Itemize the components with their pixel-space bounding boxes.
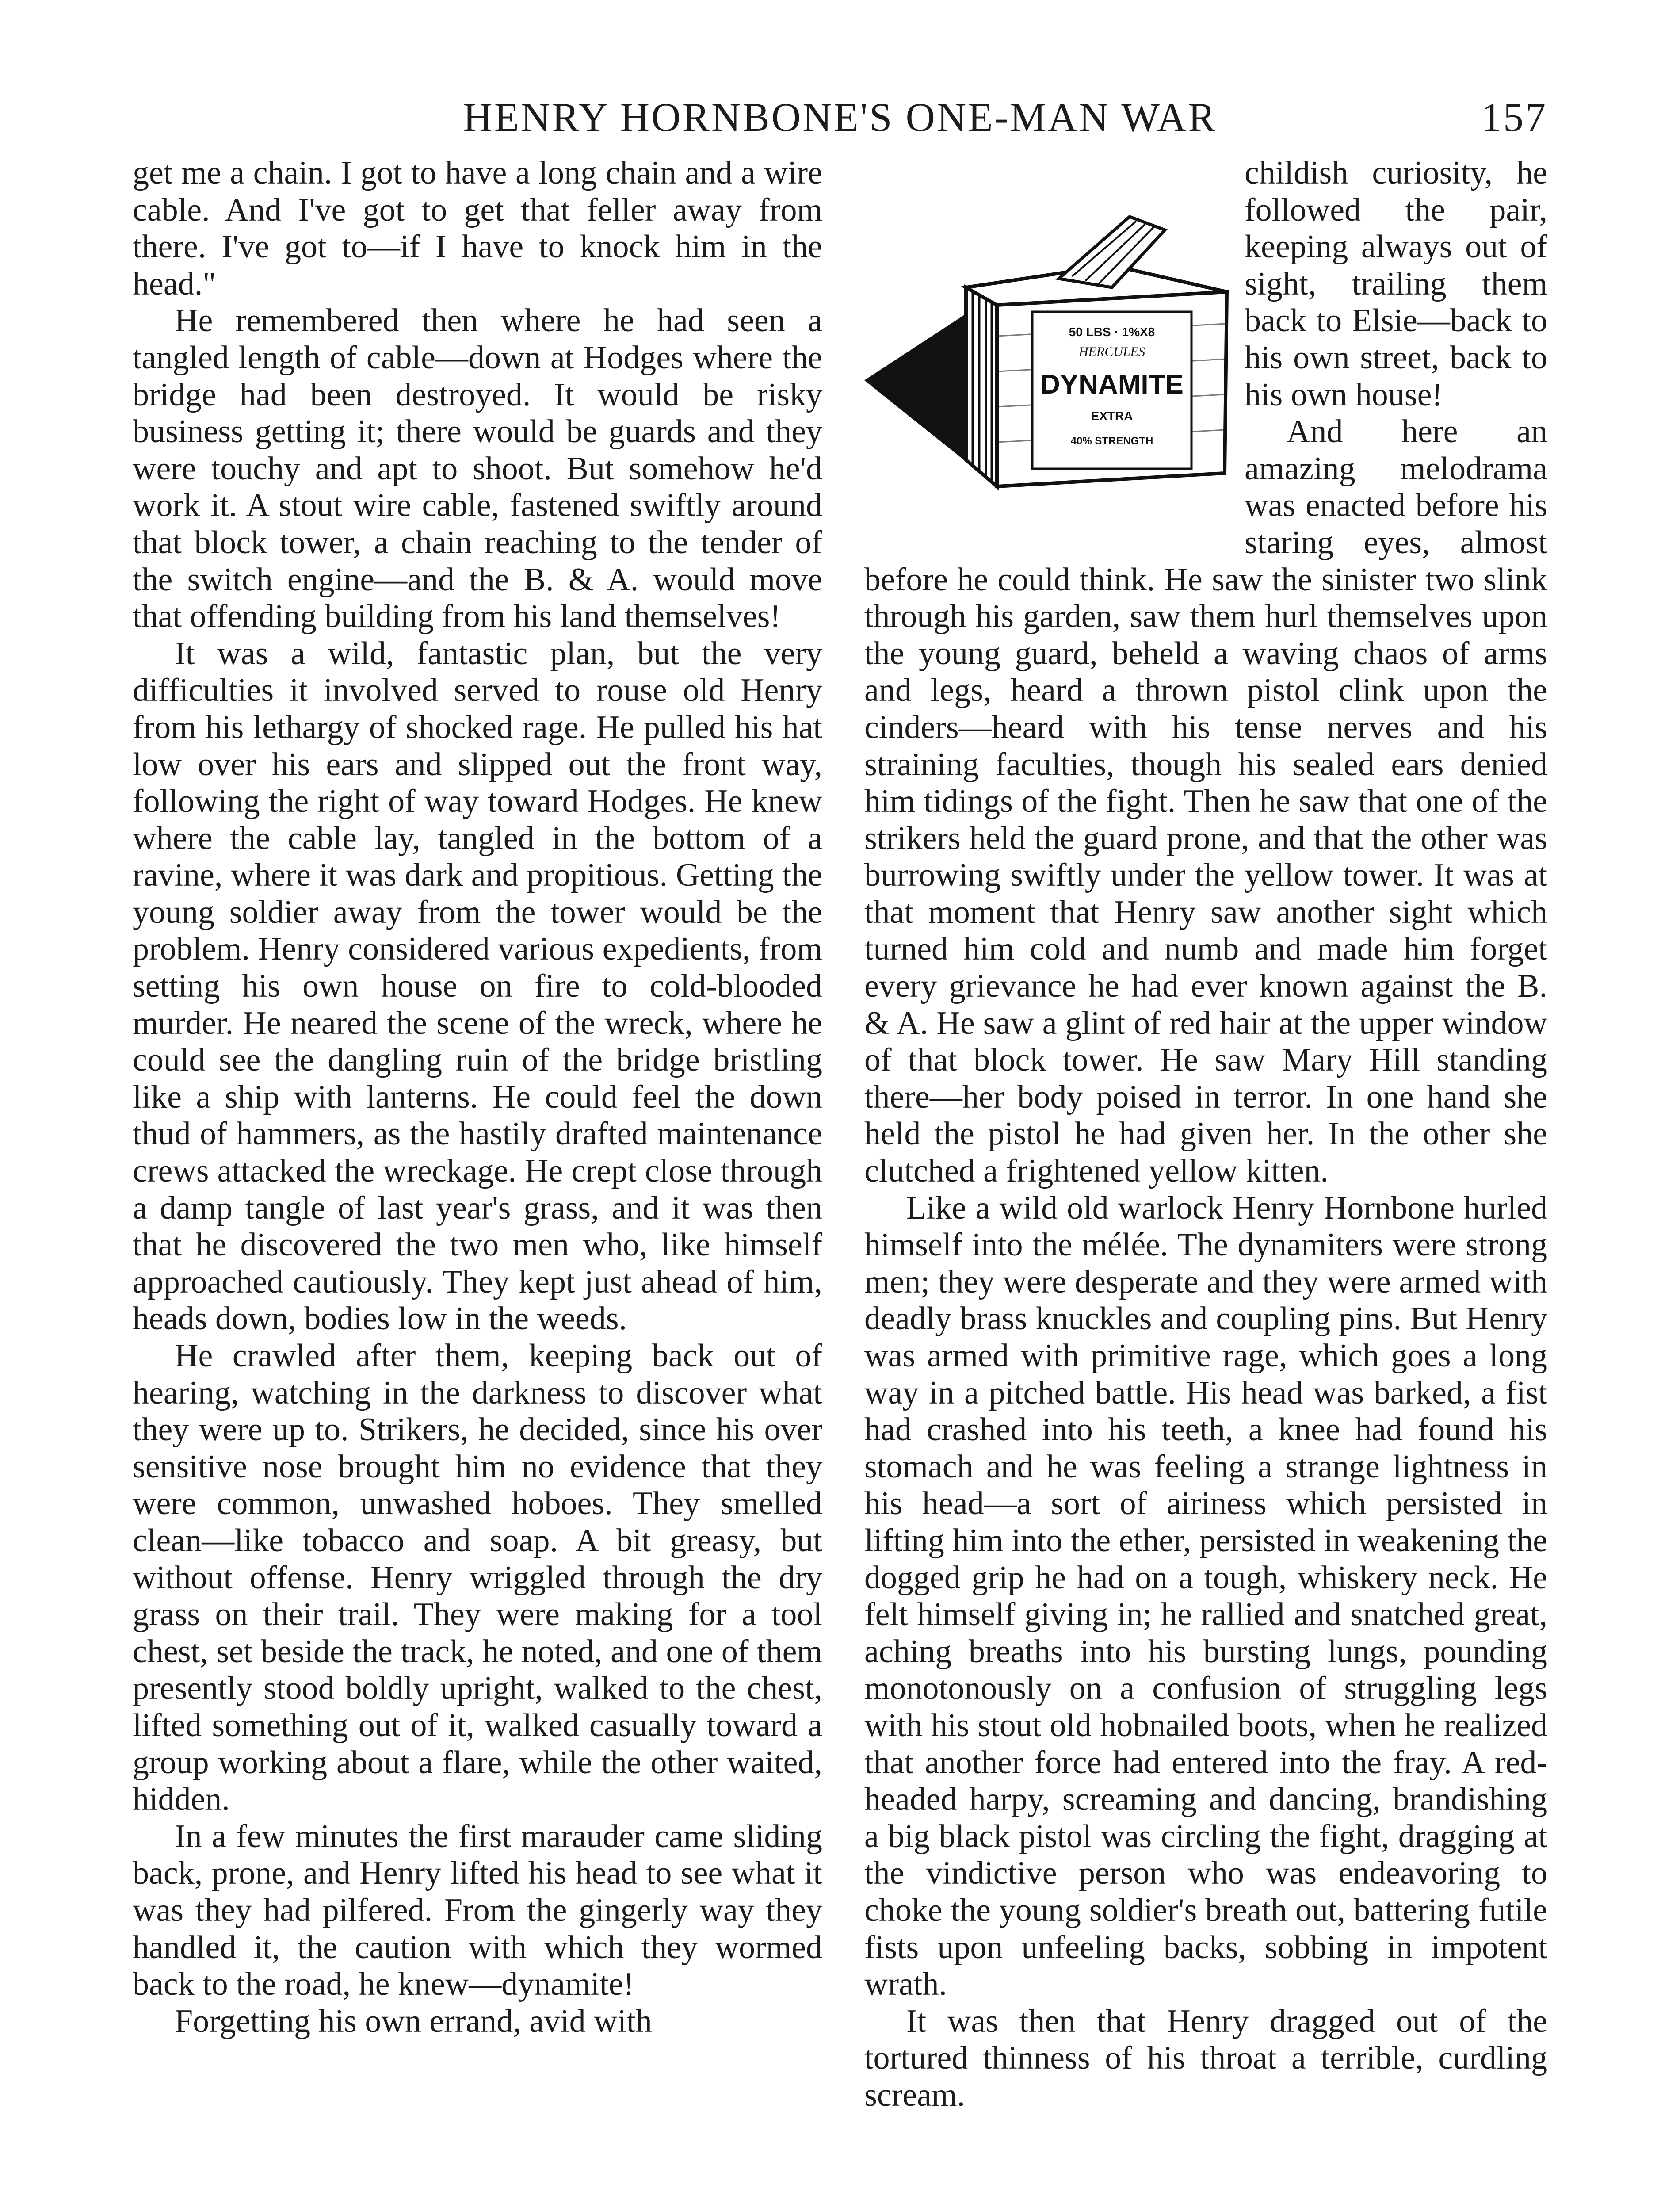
dynamite-crate-drawing — [864, 203, 1231, 513]
crate-label-top: 50 LBS · 1%X8 — [1069, 325, 1155, 339]
dynamite-crate-illustration — [864, 203, 1231, 555]
page-number: 157 — [1481, 95, 1547, 140]
paragraph: Like a wild old warlock Henry Hornbone hurled himself into the mélée. The dynamiters were strong men; they were desperate and they were armed with deadly brass knuckles and coupling pins. But Henry was armed with primitive rage, which goes a long way in a pitched battle. His head was barked, a fist had crashed into his teeth, a knee had found his stomach and he was feeling a strange lightness in his head—a sort of airiness which persisted in lifting him into the ether, persisted in weakening the dogged grip he had on a tough, whiskery neck. He felt himself giving in; he rallied and snatched great, aching breaths into his bursting lungs, pounding monotonously on a confusion of struggling legs with his stout old hobnailed boots, when he realized that another force had entered into the fray. A red-headed harpy, screaming and dancing, brandishing a big black pistol was circling the fight, dragging at the vindictive person who was endeavoring to choke the young soldier's breath out, battering futile fists upon unfeeling backs, sobbing in impotent wrath. — [864, 1190, 1547, 2003]
paragraph: childish curiosity, he followed the pair, keeping always out of sight, trailing them back to Elsie—back to his own street, back to his own house! — [1245, 155, 1547, 413]
crate-label-main: DYNAMITE — [1040, 369, 1184, 400]
paragraph: It was a wild, fantastic plan, but the very difficulties it involved served to rouse old Henry from his lethargy of shocked rage. He pulled his hat low over his ears and slipped out the front way, following the right of way toward Hodges. He knew where the cable lay, tangled in the bottom of a ravine, where it was dark and propitious. Getting the young soldier away from the tower would be the problem. Henry considered various expedients, from setting his own house on fire to cold-blooded murder. He neared the scene of the wreck, where he could see the dangling ruin of the bridge bristling like a ship with lanterns. He could feel the down thud of hammers, as the hastily drafted maintenance crews attacked the wreckage. He crept close through a damp tangle of last year's grass, and it was then that he discovered the two men who, like himself approached cautiously. They kept just ahead of him, heads down, bodies low in the weeds. — [133, 635, 822, 1337]
paragraph: Forgetting his own errand, avid with — [175, 2003, 652, 2039]
right-column — [864, 155, 1547, 2114]
paragraph: He remembered then where he had seen a tangled length of cable—down at Hodges where the bridge had been destroyed. It would be risky business getting it; there would be guards and they were touchy and apt to shoot. But somehow he'd work it. A stout wire cable, fastened swiftly around that block tower, a chain reaching to the tender of the switch engine—and the B. & A. would move that offending building from his land themselves! — [133, 302, 822, 635]
paragraph: get me a chain. I got to have a long chain and a wire cable. And I've got to get that feller away from there. I've got to—if I have to knock him in the head." — [133, 155, 822, 302]
crate-label-bottom: 40% STRENGTH — [1070, 435, 1153, 447]
paragraph: And here an amazing melodrama was enacted before his staring eyes, almost before he could think. He saw the sinister two slink through his garden, saw them hurl themselves upon the young guard, beheld a waving chaos of arms and legs, heard a thrown pistol clink upon the cinders—heard with his tense nerves and his straining faculties, though his sealed ears denied him tidings of the fight. Then he saw that one of the strikers held the guard prone, and that the other was burrowing swiftly under the yellow tower. It was at that moment that Henry saw another sight which turned him cold and numb and made him forget every grievance he had ever known against the B. & A. He saw a glint of red hair at the upper window of that block tower. He saw Mary Hill standing there—her body poised in terror. In one hand she held the pistol he had given her. In the other she clutched a frightened yellow kitten. — [864, 413, 1547, 1190]
left-column — [133, 155, 822, 2040]
running-title: HENRY HORNBONE'S ONE-MAN WAR — [463, 95, 1217, 140]
paragraph: It was then that Henry dragged out of the tortured thinness of his throat a terrible, curdling scream. — [864, 2003, 1547, 2113]
paragraph: He crawled after them, keeping back out of hearing, watching in the darkness to discover what they were up to. Strikers, he decided, since his over sensitive nose brought him no evidence that they were common, unwashed hoboes. They smelled clean—like tobacco and soap. A bit greasy, but without offense. Henry wriggled through the dry grass on their trail. They were making for a tool chest, set beside the track, he noted, and one of them presently stood boldly upright, walked to the chest, lifted something out of it, walked casually toward a group working about a flare, while the other waited, hidden. — [133, 1338, 822, 1818]
crate-label-maker: HERCULES — [1079, 344, 1145, 359]
crate-label-sub: EXTRA — [1091, 409, 1133, 423]
paragraph: In a few minutes the first marauder came sliding back, prone, and Henry lifted his head to see what it was they had pilfered. From the gingerly way they handled it, the caution with which they wormed back to the road, he knew—dynamite! — [133, 1818, 822, 2003]
